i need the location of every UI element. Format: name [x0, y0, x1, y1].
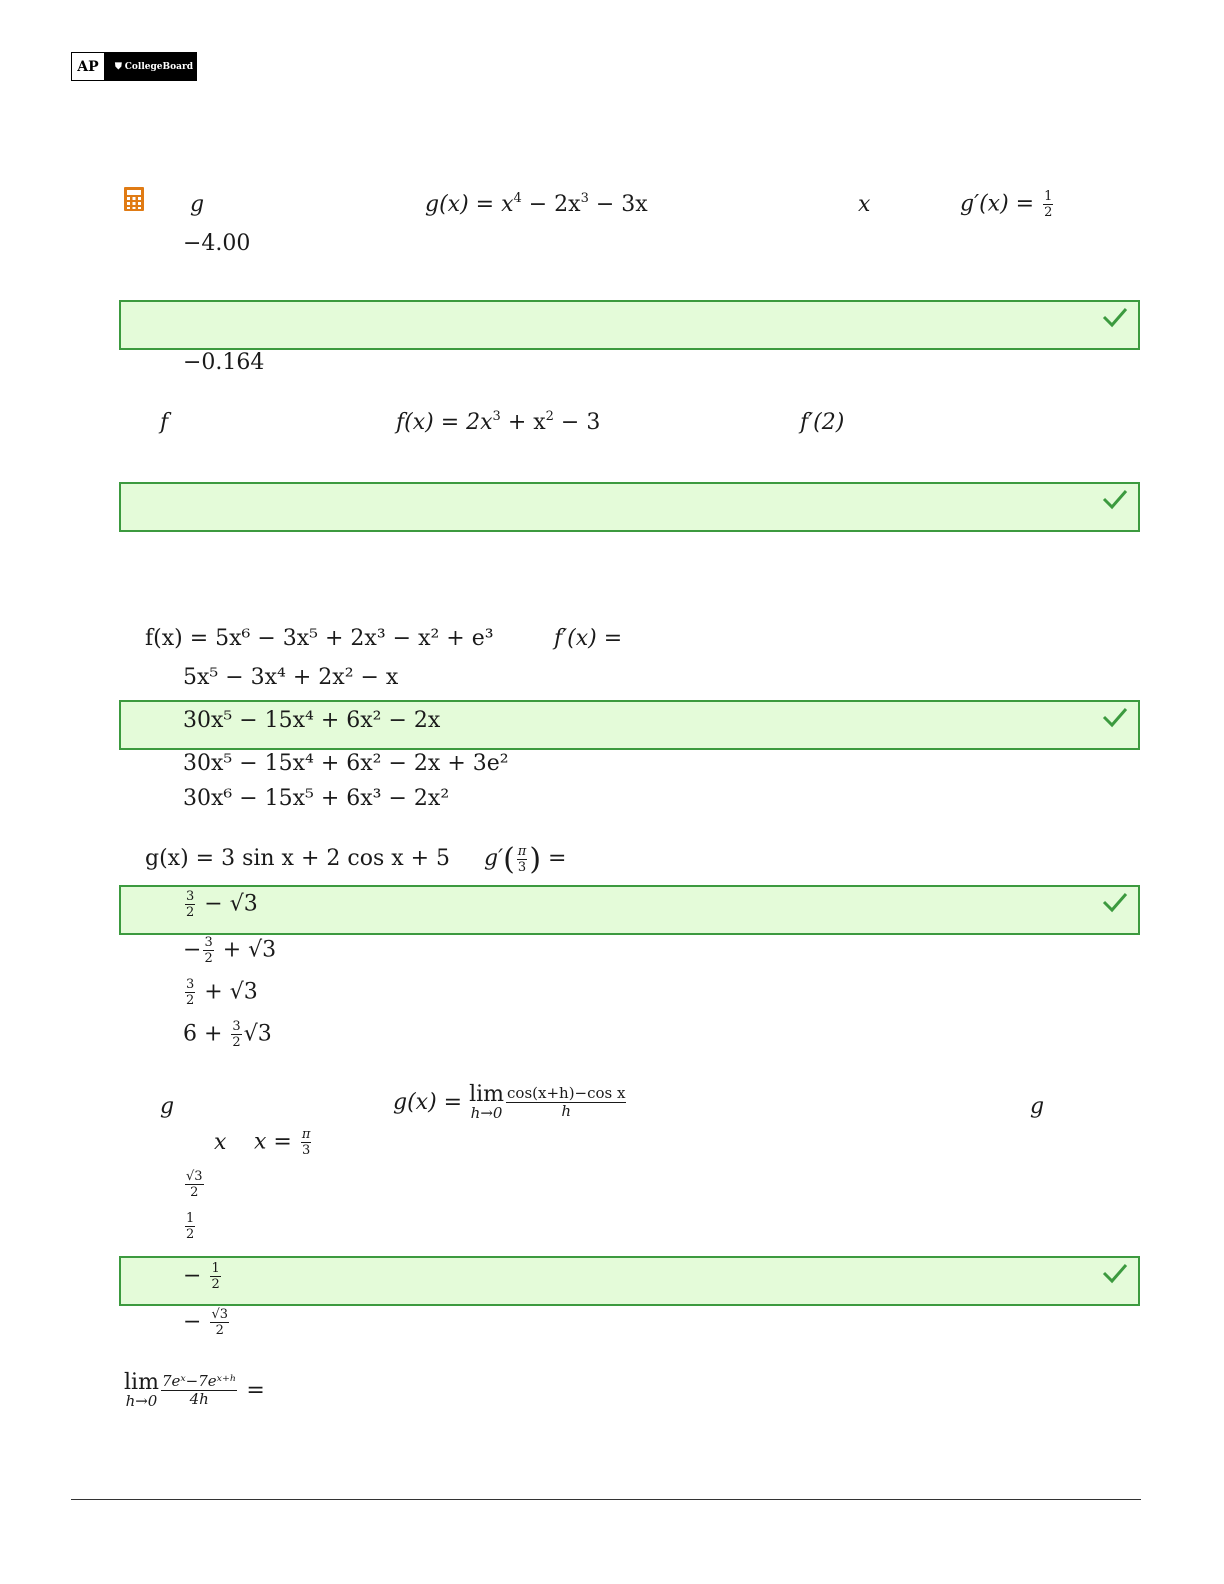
calculator-icon	[123, 186, 145, 216]
ap-logo-text: AP	[71, 52, 105, 81]
checkmark-icon	[1102, 488, 1128, 514]
q5-function-definition: g(x) = lim h→0 $\frac{\text{cos(x+h)−cos x}}{h}$	[393, 1082, 626, 1122]
q1-variable-g: g	[190, 192, 205, 217]
q2-variable-f: f	[160, 410, 169, 435]
correct-answer-highlight	[119, 300, 1140, 350]
footer-divider	[71, 1499, 1141, 1500]
q1-function-definition: $g(x) = x^4 - 2x^3 - 3x$	[425, 191, 648, 217]
q3-ask: f′(x) =	[554, 626, 623, 651]
q4-ask: g′( $\frac{\pi}{3}$ ) =	[484, 842, 567, 877]
q1-derivative-condition: g′(x) = $\frac{1}{2}$	[960, 189, 1053, 220]
q4-choice-d[interactable]: 6 + $\frac{3}{2}$ √3	[183, 1019, 272, 1050]
q1-choice-c[interactable]: −0.164	[183, 350, 265, 375]
q3-choice-b[interactable]: 30x⁵ − 15x⁴ + 6x² − 2x	[183, 708, 441, 733]
checkmark-icon	[1102, 1262, 1128, 1288]
q1-variable-x: x	[858, 192, 871, 217]
correct-answer-highlight	[119, 885, 1140, 935]
q5-choice-b[interactable]: $\frac{1}{2}$	[186, 1211, 195, 1242]
checkmark-icon	[1102, 306, 1128, 332]
acorn-icon: ⛊	[115, 61, 122, 72]
q3-choice-d[interactable]: 30x⁶ − 15x⁵ + 6x³ − 2x²	[183, 786, 450, 811]
q5-choice-d[interactable]: − $\frac{√3}{2}$	[183, 1307, 228, 1338]
q2-function-definition: $f(x) = 2x^3 + x^2 - 3$	[396, 409, 601, 435]
q6-stem: lim h→0 $\frac{\text{7eˣ−7eˣ⁺ʰ}}{4h}$ =	[124, 1370, 265, 1410]
q4-choice-c[interactable]: $\frac{3}{2}$ + √3	[186, 977, 258, 1008]
ap-collegeboard-logo	[71, 52, 197, 81]
q3-choice-c[interactable]: 30x⁵ − 15x⁴ + 6x² − 2x + 3e²	[183, 751, 509, 776]
q3-choice-a[interactable]: 5x⁵ − 3x⁴ + 2x² − x	[183, 665, 399, 690]
collegeboard-label: CollegeBoard	[124, 61, 193, 72]
q5-choice-a[interactable]: $\frac{√3}{2}$	[186, 1169, 203, 1200]
q5-variable-x: x	[214, 1130, 227, 1155]
q1-choice-a[interactable]: −4.00	[183, 231, 251, 256]
checkmark-icon	[1102, 891, 1128, 917]
q5-choice-c[interactable]: − $\frac{1}{2}$	[183, 1261, 220, 1292]
q2-ask: f′(2)	[800, 410, 845, 435]
correct-answer-highlight	[119, 482, 1140, 532]
q4-stem: g(x) = 3 sin x + 2 cos x + 5	[145, 846, 451, 871]
correct-answer-highlight	[119, 1256, 1140, 1306]
checkmark-icon	[1102, 706, 1128, 732]
q4-choice-a[interactable]: $\frac{3}{2}$ − √3	[186, 889, 258, 920]
q4-choice-b[interactable]: − $\frac{3}{2}$ + √3	[183, 935, 277, 966]
collegeboard-logo-text	[105, 52, 193, 81]
q5-variable-g: g	[160, 1094, 175, 1119]
q5-variable-g-2: g	[1030, 1094, 1045, 1119]
q5-x-value: x = $\frac{\pi}{3}$	[254, 1127, 311, 1158]
q3-stem: f(x) = 5x⁶ − 3x⁵ + 2x³ − x² + e³	[145, 626, 494, 651]
